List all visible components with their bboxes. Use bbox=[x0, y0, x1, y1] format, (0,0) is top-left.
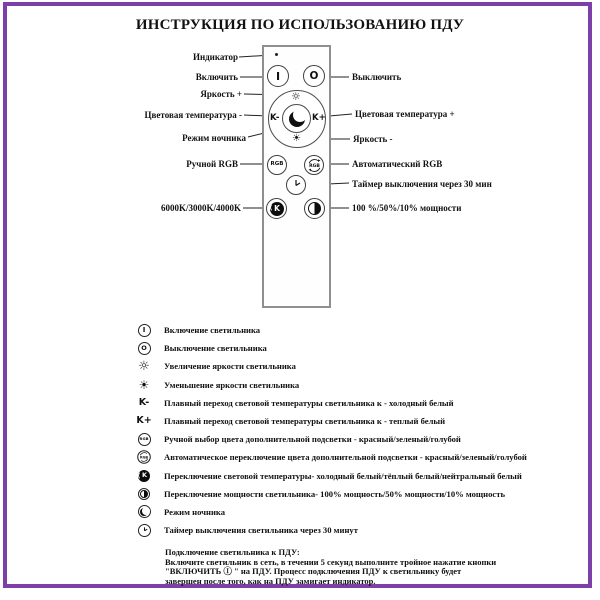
legend-text: Таймер выключения светильника через 30 минут bbox=[164, 525, 358, 536]
label-night-mode: Режим ночника bbox=[182, 133, 246, 143]
footer-line: "ВКЛЮЧИТЬ Ⓘ " на ПДУ. Процесс подключения ПДУ к светильнику будет bbox=[165, 566, 462, 577]
legend-row bbox=[133, 376, 527, 394]
footer-line: Включите светильник в сеть, в течении 5 секунд выполните тройное нажатие кнопки bbox=[165, 556, 497, 567]
half-circle-icon bbox=[308, 202, 321, 215]
brightness-down-icon: ☀ bbox=[292, 133, 301, 144]
legend-row bbox=[133, 321, 527, 339]
moon-icon bbox=[289, 111, 305, 127]
manual-rgb-button bbox=[267, 155, 287, 175]
legend-row bbox=[133, 521, 527, 539]
color-temp-toggle-button bbox=[266, 198, 287, 219]
manual-rgb-icon: RGB bbox=[138, 433, 151, 446]
brightness-down-icon: ☀ bbox=[138, 377, 150, 392]
auto-rgb-icon bbox=[137, 450, 151, 464]
svg-text:RGB: RGB bbox=[308, 163, 320, 169]
auto-rgb-button bbox=[304, 155, 324, 175]
legend-text: Уменьшение яркости светильника bbox=[164, 379, 300, 390]
label-indicator: Индикатор bbox=[192, 52, 238, 62]
label-timer: Таймер выключения через 30 мин bbox=[352, 179, 492, 189]
legend-row bbox=[133, 430, 527, 448]
legend-row bbox=[133, 412, 527, 430]
label-color-temp-up: Цветовая температура + bbox=[355, 109, 455, 119]
legend-text: Включение светильника bbox=[164, 325, 261, 336]
label-color-temp-down: Цветовая температура - bbox=[144, 110, 242, 120]
legend-text: Плавный переход световой температуры светильника к - теплый белый bbox=[164, 416, 446, 427]
moon-icon bbox=[140, 508, 149, 517]
legend-text: Плавный переход световой температуры светильника к - холодный белый bbox=[164, 397, 454, 408]
connection-instructions bbox=[165, 548, 525, 587]
power-off-icon: O bbox=[309, 69, 319, 82]
label-manual-rgb: Ручной RGB bbox=[186, 159, 238, 169]
legend-row bbox=[133, 503, 527, 521]
svg-text:RGB: RGB bbox=[139, 455, 149, 460]
power-level-icon bbox=[138, 488, 151, 501]
rgb-icon: RGB bbox=[270, 161, 284, 168]
brightness-up-icon: ☼ bbox=[138, 358, 150, 374]
page-title: ИНСТРУКЦИЯ ПО ИСПОЛЬЗОВАНИЮ ПДУ bbox=[135, 17, 465, 33]
legend-text: Переключение световой температуры- холодный белый/тёплый белый/нейтральный белый bbox=[164, 470, 522, 481]
legend-text: Увеличение яркости светильника bbox=[164, 361, 296, 372]
power-on-icon: I bbox=[275, 69, 281, 83]
label-auto-rgb: Автоматический RGB bbox=[352, 159, 443, 169]
legend-text: Выключение светильника bbox=[164, 343, 267, 354]
footer-heading: Подключение светильника к ПДУ: bbox=[165, 547, 300, 557]
legend-text: Режим ночника bbox=[164, 506, 226, 517]
clock-icon bbox=[140, 526, 149, 535]
legend-text: Автоматическое переключение цвета дополнительной подсветки - красный/зеленый/голубой bbox=[164, 452, 527, 463]
power-on-button bbox=[267, 65, 289, 87]
indicator-led bbox=[275, 53, 278, 56]
night-mode-button bbox=[282, 104, 311, 133]
legend-row bbox=[133, 357, 527, 375]
legend-row bbox=[133, 448, 527, 466]
night-mode-icon bbox=[138, 505, 151, 518]
color-temp-up-button: K+ bbox=[312, 113, 326, 123]
legend-row bbox=[133, 485, 527, 503]
footer-line: завершен после того, как на ПДУ замигает индикатор. bbox=[165, 576, 376, 587]
power-off-button bbox=[303, 65, 325, 87]
label-power-on: Включить bbox=[195, 72, 238, 82]
label-brightness-down: Яркость - bbox=[353, 134, 393, 144]
clock-icon bbox=[288, 177, 304, 193]
legend-row bbox=[133, 467, 527, 485]
legend-row bbox=[133, 339, 527, 357]
timer-button bbox=[286, 175, 306, 195]
label-power-off: Выключить bbox=[352, 72, 402, 82]
label-power-levels: 100 %/50%/10% мощности bbox=[352, 203, 462, 213]
k-circle-icon: K bbox=[270, 202, 284, 216]
color-temp-toggle-icon: K bbox=[138, 470, 150, 482]
legend-row bbox=[133, 394, 527, 412]
brightness-up-icon: ☼ bbox=[291, 90, 301, 103]
legend-list bbox=[133, 321, 527, 539]
power-off-icon: O bbox=[138, 342, 151, 355]
timer-icon bbox=[138, 524, 151, 537]
legend-text: Ручной выбор цвета дополнительной подсветки - красный/зеленый/голубой bbox=[164, 434, 461, 445]
label-color-temps: 6000K/3000K/4000K bbox=[160, 203, 241, 213]
legend-text: Переключение мощности светильника- 100% мощность/50% мощности/10% мощность bbox=[164, 488, 505, 499]
k-plus-label: K+ bbox=[136, 415, 152, 427]
power-on-icon: I bbox=[138, 324, 151, 337]
power-level-button bbox=[304, 198, 325, 219]
k-minus-label: K- bbox=[138, 397, 150, 409]
label-brightness-up: Яркость + bbox=[200, 89, 242, 99]
color-temp-down-button: K- bbox=[270, 113, 280, 123]
auto-rgb-icon bbox=[306, 157, 323, 174]
